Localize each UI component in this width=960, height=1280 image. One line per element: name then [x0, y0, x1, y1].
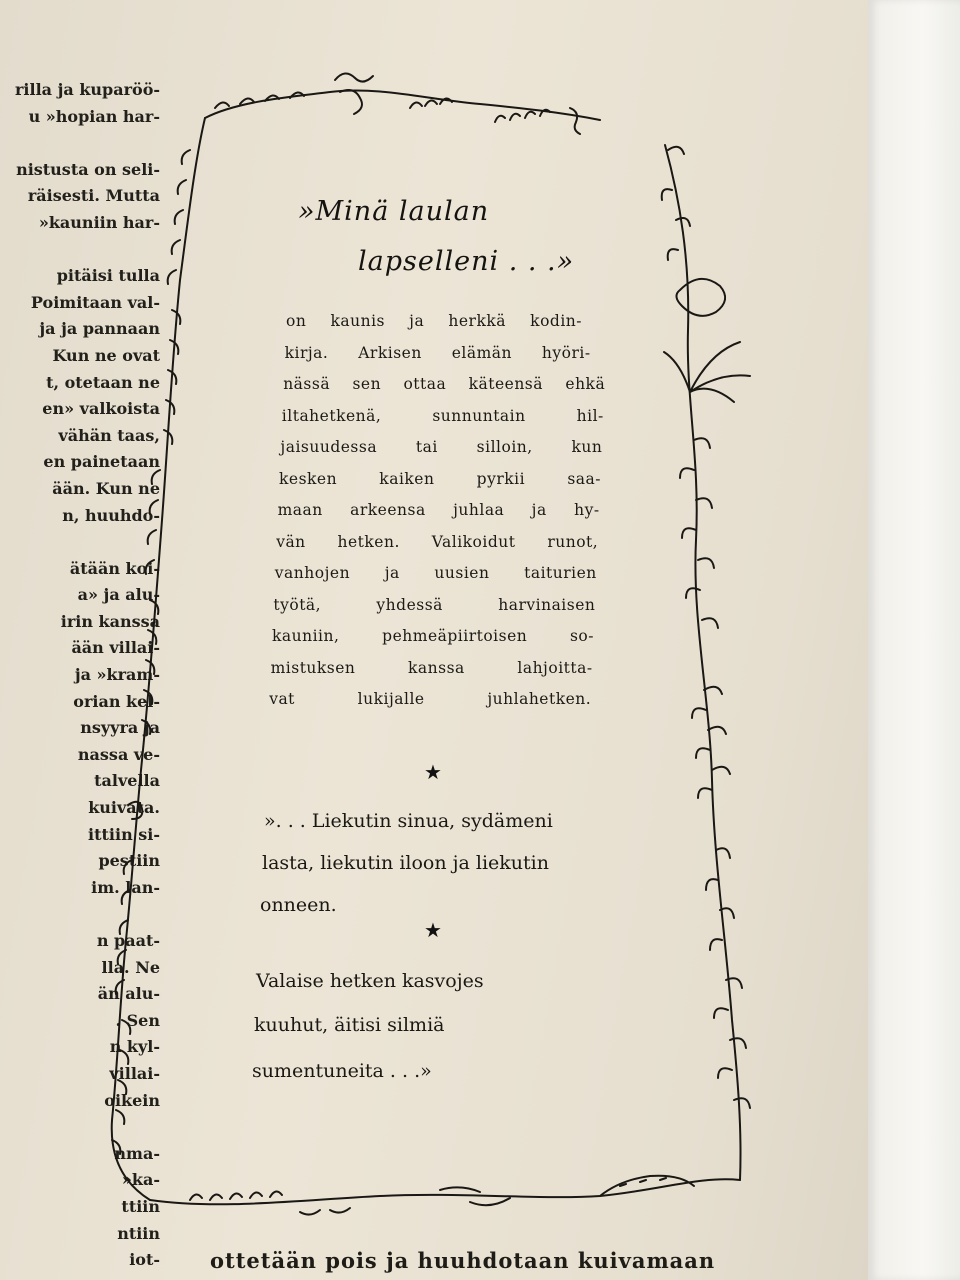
- left-column-line: Kun ne ovat: [52, 345, 160, 365]
- left-column-line: irin kanssa: [60, 611, 160, 631]
- paragraph-line: maan arkeensa juhlaa ja hy-: [277, 501, 600, 519]
- left-column-line: Poimitaan val-: [30, 292, 160, 312]
- left-column-line: »kauniin har-: [38, 212, 160, 232]
- left-column-line: ään. Kun ne: [52, 478, 160, 498]
- left-column-line: vähän taas,: [58, 425, 160, 445]
- separator-star-icon-2: ★: [424, 918, 442, 942]
- left-column-line: n kyl-: [109, 1037, 160, 1057]
- paragraph-line: vän hetken. Valikoidut runot,: [276, 532, 599, 551]
- left-column-line: im. lan-: [91, 877, 160, 897]
- quote-2-line-3: sumentuneita . . .»: [252, 1060, 432, 1082]
- left-column-line: ään villai-: [71, 638, 160, 658]
- left-column-line: pitäisi tulla: [56, 266, 160, 286]
- left-column-line: iot-: [129, 1250, 160, 1270]
- book-title-line-1: »Minä laulan: [298, 196, 490, 227]
- left-column-line: a» ja alu-: [77, 585, 160, 605]
- left-column-line: en painetaan: [43, 452, 160, 472]
- paragraph-line: nässä sen ottaa käteensä ehkä: [283, 375, 606, 393]
- paragraph-line: on kaunis ja herkkä kodin-: [286, 312, 582, 330]
- left-column-line: rilla ja kuparöö-: [14, 80, 160, 99]
- quote-2-line-1: Valaise hetken kasvojes: [256, 970, 484, 992]
- quote-1-line-2: lasta, liekutin iloon ja liekutin: [262, 852, 549, 874]
- quote-1-line-1: ». . . Liekutin sinua, sydämeni: [264, 810, 553, 832]
- left-column-line: villai-: [109, 1063, 160, 1083]
- left-column-line: t, otetaan ne: [46, 372, 160, 392]
- book-title-line-2: lapselleni . . .»: [358, 246, 575, 277]
- paragraph-line: jaisuudessa tai silloin, kun: [280, 438, 603, 456]
- left-column-line: lla. Ne: [101, 957, 160, 977]
- left-column-line: räisesti. Mutta: [27, 186, 160, 206]
- paragraph-line: mistuksen kanssa lahjoitta-: [270, 658, 593, 677]
- left-column-line: ntiin: [117, 1223, 160, 1243]
- bottom-cutoff-text: ottetään pois ja huuhdotaan kuivamaan: [210, 1248, 716, 1273]
- left-column-line: »ka-: [121, 1170, 160, 1190]
- paragraph-line: vat lukijalle juhlahetken.: [269, 690, 592, 708]
- paragraph-line: vanhojen ja uusien taiturien: [274, 564, 597, 582]
- quote-2-line-2: kuuhut, äitisi silmiä: [254, 1014, 445, 1036]
- left-column-line: ja »kram-: [74, 665, 160, 685]
- left-column-line: än alu-: [97, 984, 160, 1004]
- separator-star-icon: ★: [424, 760, 442, 784]
- quote-1-line-3: onneen.: [260, 894, 337, 916]
- paragraph-line: kesken kaiken pyrkii saa-: [279, 469, 601, 488]
- left-column-line: . Sen: [115, 1010, 160, 1030]
- left-column-line: nassa ve-: [77, 744, 160, 764]
- left-column-line: kuivata.: [88, 798, 160, 818]
- left-column-line: u »hopian har-: [28, 106, 160, 126]
- left-column-line: nma-: [114, 1143, 160, 1163]
- left-column-line: n, huuhdo-: [62, 505, 160, 525]
- left-column-line: ja ja pannaan: [39, 319, 160, 339]
- left-column-line: ätään koi-: [69, 558, 160, 578]
- left-column-line: ittiin si-: [88, 824, 160, 844]
- paragraph-line: työtä, yhdessä harvinaisen: [273, 595, 596, 614]
- left-column-line: en» valkoista: [42, 399, 160, 419]
- left-column-line: oikein: [104, 1090, 160, 1110]
- left-column-line: ttiin: [121, 1196, 160, 1216]
- left-column-line: n paat-: [96, 931, 160, 950]
- paragraph-line: kirja. Arkisen elämän hyöri-: [284, 343, 591, 362]
- left-column-line: talvella: [94, 771, 160, 791]
- left-column-line: pestiin: [98, 851, 160, 871]
- paragraph-line: iltahetkenä, sunnuntain hil-: [281, 406, 604, 425]
- left-column-line: nsyyra ja: [80, 718, 160, 738]
- left-column-line: nistusta on seli-: [16, 159, 160, 179]
- paragraph-line: kauniin, pehmeäpiirtoisen so-: [272, 627, 594, 645]
- left-column-line: orian kel-: [73, 691, 160, 711]
